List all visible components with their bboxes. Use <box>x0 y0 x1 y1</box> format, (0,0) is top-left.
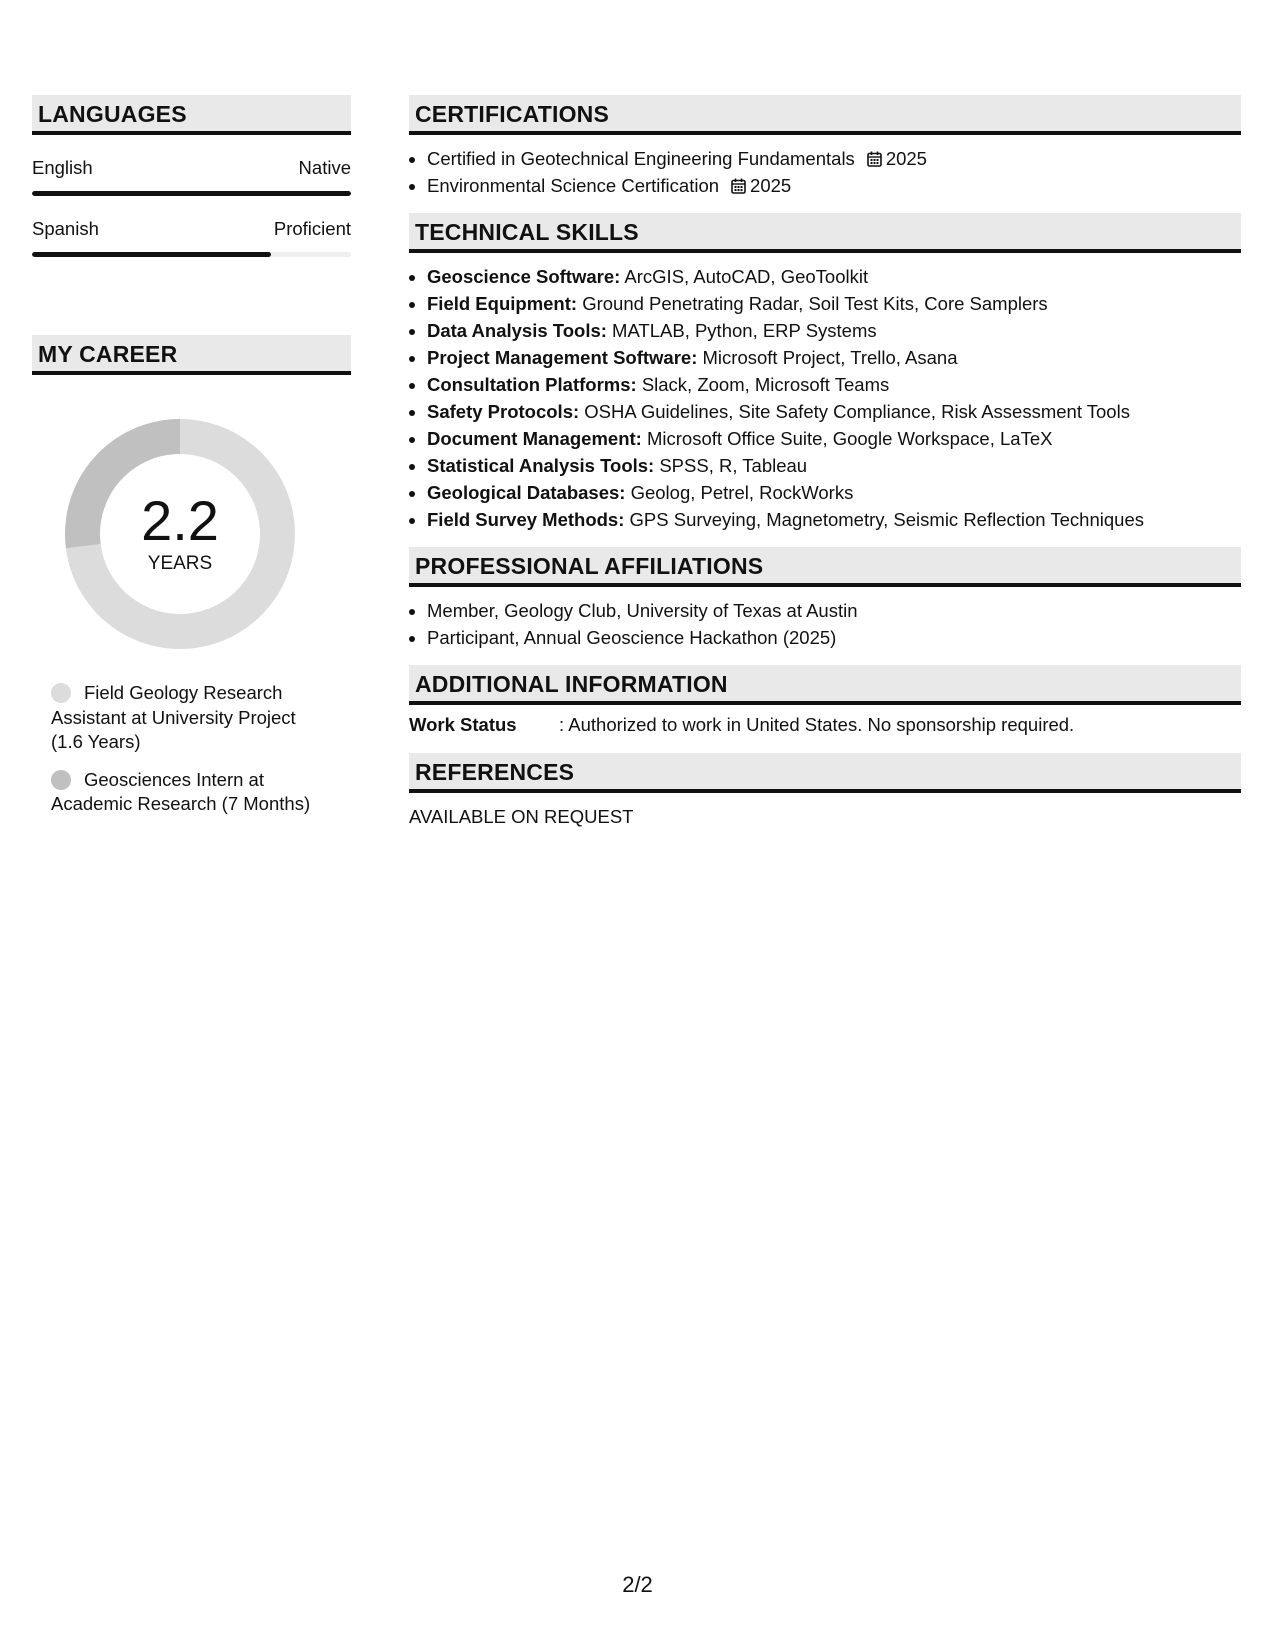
language-name: Spanish <box>32 218 99 239</box>
certification-item <box>427 172 1241 199</box>
certification-name: Environmental Science Certification <box>427 175 720 196</box>
career-legend-label: Field Geology Research Assistant at University Project (1.6 Years) <box>51 682 296 752</box>
legend-dot-icon <box>51 683 71 703</box>
language-name: English <box>32 157 93 178</box>
certification-year: 2025 <box>750 175 792 196</box>
certification-item <box>427 145 1241 172</box>
skill-label: Geoscience Software: <box>427 266 621 287</box>
calendar-icon <box>867 151 882 167</box>
additional-info-heading: ADDITIONAL INFORMATION <box>409 665 1241 705</box>
skill-label: Document Management: <box>427 428 642 449</box>
right-column <box>409 95 1241 829</box>
certification-name: Certified in Geotechnical Engineering Fundamentals <box>427 148 855 169</box>
skill-label: Safety Protocols: <box>427 401 580 422</box>
technical-skills-list <box>409 263 1241 533</box>
affiliations-heading: PROFESSIONAL AFFILIATIONS <box>409 547 1241 587</box>
languages-heading: LANGUAGES <box>32 95 351 135</box>
language-proficiency-fill <box>32 252 271 257</box>
career-legend-label: Geosciences Intern at Academic Research (7 Months) <box>51 768 311 814</box>
language-level: Native <box>298 157 351 178</box>
language-proficiency-bar <box>32 191 351 196</box>
skill-value: Slack, Zoom, Microsoft Teams <box>641 374 890 395</box>
technical-skills-heading: TECHNICAL SKILLS <box>409 213 1241 253</box>
left-column <box>32 95 351 830</box>
skill-value: GPS Surveying, Magnetometry, Seismic Reflection Techniques <box>629 509 1144 530</box>
skill-label: Consultation Platforms: <box>427 374 637 395</box>
skill-label: Statistical Analysis Tools: <box>427 455 655 476</box>
affiliation-item: • Member, Geology Club, University of Texas at Austin <box>427 597 1241 624</box>
skill-value: ArcGIS, AutoCAD, GeoToolkit <box>624 266 869 287</box>
affiliation-item: • Participant, Annual Geoscience Hackathon (2025) <box>427 624 1241 651</box>
language-proficiency-bar <box>32 252 351 257</box>
career-total-value: 2.2 <box>141 489 219 552</box>
language-proficiency-fill <box>32 191 351 196</box>
work-status-label: Work Status <box>409 714 517 735</box>
career-legend <box>32 681 331 817</box>
skill-label: Field Equipment: <box>427 293 578 314</box>
skill-label: Data Analysis Tools: <box>427 320 607 341</box>
skill-item <box>427 371 1241 398</box>
career-donut-chart <box>65 419 295 649</box>
skill-value: Microsoft Office Suite, Google Workspace, LaTeX <box>646 428 1053 449</box>
career-heading: MY CAREER <box>32 335 351 375</box>
references-text: AVAILABLE ON REQUEST <box>409 806 634 827</box>
certification-year: 2025 <box>885 148 927 169</box>
career-legend-item <box>51 681 331 755</box>
skill-item <box>427 263 1241 290</box>
skill-item <box>427 317 1241 344</box>
work-status-value: : Authorized to work in United States. No sponsorship required. <box>559 714 1075 735</box>
career-total-unit: YEARS <box>147 553 213 574</box>
skill-item <box>427 398 1241 425</box>
language-level: Proficient <box>273 218 351 239</box>
skill-item <box>427 479 1241 506</box>
skill-value: Microsoft Project, Trello, Asana <box>702 347 958 368</box>
skill-value: Ground Penetrating Radar, Soil Test Kits, Core Samplers <box>582 293 1048 314</box>
work-status-row <box>409 713 1241 737</box>
calendar-icon <box>731 178 746 194</box>
certifications-heading: CERTIFICATIONS <box>409 95 1241 135</box>
skill-label: Geological Databases: <box>427 482 626 503</box>
skill-item <box>427 452 1241 479</box>
skill-label: Project Management Software: <box>427 347 698 368</box>
skill-value: SPSS, R, Tableau <box>659 455 808 476</box>
skill-value: OSHA Guidelines, Site Safety Compliance, Risk Assessment Tools <box>584 401 1130 422</box>
skill-value: Geolog, Petrel, RockWorks <box>630 482 854 503</box>
language-item <box>32 157 351 196</box>
skill-item <box>427 344 1241 371</box>
career-legend-item <box>51 768 331 817</box>
page-number: 2/2 <box>622 1572 653 1597</box>
skill-label: Field Survey Methods: <box>427 509 625 530</box>
affiliations-list <box>409 597 1241 651</box>
skill-item <box>427 290 1241 317</box>
certifications-list <box>409 145 1241 199</box>
skill-item <box>427 506 1241 533</box>
language-item <box>32 218 351 257</box>
references-heading: REFERENCES <box>409 753 1241 793</box>
skill-value: MATLAB, Python, ERP Systems <box>612 320 877 341</box>
legend-dot-icon <box>51 770 71 790</box>
skill-item <box>427 425 1241 452</box>
